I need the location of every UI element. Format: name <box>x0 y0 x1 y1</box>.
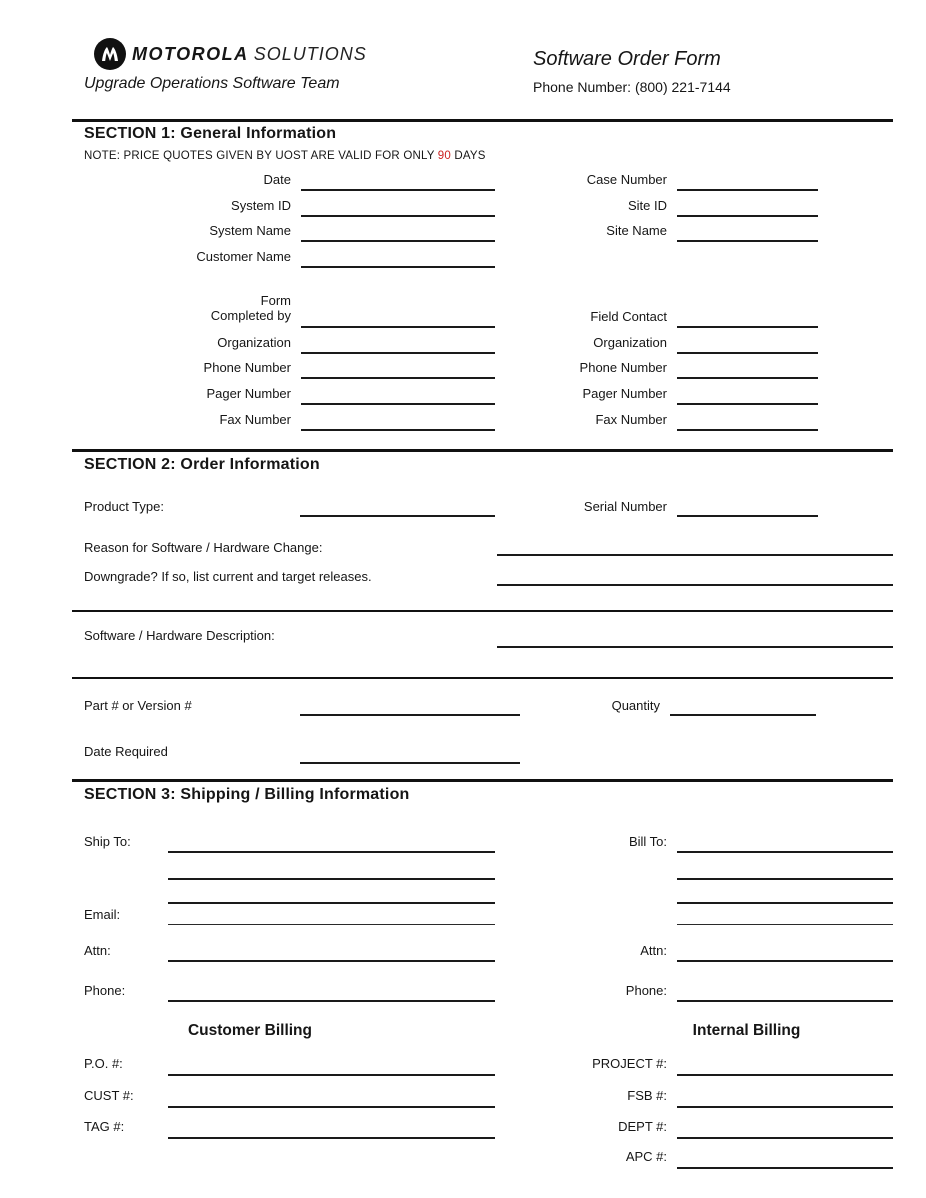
product-type-field[interactable] <box>300 515 495 517</box>
part-version-field[interactable] <box>300 714 520 716</box>
form-phone: Phone Number: (800) 221-7144 <box>533 79 731 95</box>
email-field[interactable] <box>168 924 495 925</box>
system-name-label: System Name <box>209 223 291 238</box>
ship-to-label: Ship To: <box>84 834 131 849</box>
organization-right-field[interactable] <box>677 352 818 354</box>
description-label: Software / Hardware Description: <box>84 628 275 643</box>
description-field[interactable] <box>497 646 893 648</box>
product-type-label: Product Type: <box>84 499 164 514</box>
system-id-field[interactable] <box>301 215 495 217</box>
system-name-field[interactable] <box>301 240 495 242</box>
motorola-logo-icon <box>94 38 126 70</box>
phone-number-right-field[interactable] <box>677 377 818 379</box>
ship-to-line1-field[interactable] <box>168 851 495 853</box>
note-prefix: NOTE: PRICE QUOTES GIVEN BY UOST ARE VALID FOR ONLY <box>84 150 438 162</box>
note-days-value: 90 <box>437 150 451 162</box>
downgrade-label: Downgrade? If so, list current and target releases. <box>84 569 372 584</box>
site-id-label: Site ID <box>627 198 667 213</box>
fax-number-left-label: Fax Number <box>219 412 291 427</box>
note-suffix: DAYS <box>450 150 486 162</box>
site-name-label: Site Name <box>606 223 667 238</box>
section1-note <box>84 150 486 162</box>
fsb-number-label: FSB #: <box>627 1088 667 1103</box>
bill-to-line4-field[interactable] <box>677 924 893 925</box>
date-required-field[interactable] <box>300 762 520 764</box>
section2-heading: SECTION 2: Order Information <box>84 456 320 473</box>
ship-to-line3-field[interactable] <box>168 902 495 904</box>
case-number-label: Case Number <box>586 172 667 187</box>
reason-field[interactable] <box>497 554 893 556</box>
attn-left-label: Attn: <box>84 943 111 958</box>
part-version-label: Part # or Version # <box>84 698 192 713</box>
date-field[interactable] <box>301 189 495 191</box>
date-label: Date <box>263 172 291 187</box>
description-extra-line[interactable] <box>72 677 893 679</box>
apc-number-field[interactable] <box>677 1167 893 1169</box>
brand-wordmark <box>132 44 367 65</box>
downgrade-extra-line[interactable] <box>72 610 893 612</box>
phone-left-field[interactable] <box>168 1000 495 1002</box>
bill-to-label: Bill To: <box>628 834 667 849</box>
organization-left-field[interactable] <box>301 352 495 354</box>
customer-name-field[interactable] <box>301 266 495 268</box>
email-label: Email: <box>84 907 121 922</box>
dept-number-label: DEPT #: <box>618 1119 667 1134</box>
system-id-label: System ID <box>231 198 291 213</box>
bill-to-line2-field[interactable] <box>677 878 893 880</box>
fax-number-left-field[interactable] <box>301 429 495 431</box>
site-name-field[interactable] <box>677 240 818 242</box>
divider-section2 <box>72 449 893 452</box>
po-number-label: P.O. #: <box>84 1056 123 1071</box>
divider-section1 <box>72 119 893 122</box>
ship-to-line2-field[interactable] <box>168 878 495 880</box>
fax-number-right-field[interactable] <box>677 429 818 431</box>
attn-right-field[interactable] <box>677 960 893 962</box>
tag-number-field[interactable] <box>168 1137 495 1139</box>
serial-number-field[interactable] <box>677 515 818 517</box>
dept-number-field[interactable] <box>677 1137 893 1139</box>
pager-number-left-label: Pager Number <box>206 386 291 401</box>
organization-left-label: Organization <box>217 335 291 350</box>
serial-number-label: Serial Number <box>583 499 667 514</box>
date-required-label: Date Required <box>84 744 168 759</box>
form-completed-by-field[interactable] <box>301 326 495 328</box>
tag-number-label: TAG #: <box>84 1119 125 1134</box>
bill-to-line1-field[interactable] <box>677 851 893 853</box>
customer-billing-heading: Customer Billing <box>187 1022 312 1039</box>
divider-section3 <box>72 779 893 782</box>
bill-to-line3-field[interactable] <box>677 902 893 904</box>
section1-heading: SECTION 1: General Information <box>84 125 337 142</box>
reason-label: Reason for Software / Hardware Change: <box>84 540 323 555</box>
project-number-label: PROJECT #: <box>592 1056 667 1071</box>
pager-number-left-field[interactable] <box>301 403 495 405</box>
form-completed-by-label: Form Completed by <box>210 293 291 323</box>
fsb-number-field[interactable] <box>677 1106 893 1108</box>
phone-number-left-field[interactable] <box>301 377 495 379</box>
brand-solutions: SOLUTIONS <box>253 44 367 64</box>
internal-billing-heading: Internal Billing <box>692 1022 801 1039</box>
attn-right-label: Attn: <box>640 943 667 958</box>
section3-heading: SECTION 3: Shipping / Billing Information <box>84 786 410 803</box>
fax-number-right-label: Fax Number <box>595 412 667 427</box>
downgrade-field[interactable] <box>497 584 893 586</box>
phone-left-label: Phone: <box>84 983 126 998</box>
organization-right-label: Organization <box>593 335 667 350</box>
phone-number-right-label: Phone Number <box>579 360 667 375</box>
po-number-field[interactable] <box>168 1074 495 1076</box>
quantity-label: Quantity <box>611 698 660 713</box>
customer-name-label: Customer Name <box>196 249 291 264</box>
cust-number-label: CUST #: <box>84 1088 134 1103</box>
project-number-field[interactable] <box>677 1074 893 1076</box>
phone-number-left-label: Phone Number <box>203 360 291 375</box>
case-number-field[interactable] <box>677 189 818 191</box>
pager-number-right-label: Pager Number <box>582 386 667 401</box>
cust-number-field[interactable] <box>168 1106 495 1108</box>
quantity-field[interactable] <box>670 714 816 716</box>
phone-right-field[interactable] <box>677 1000 893 1002</box>
phone-right-label: Phone: <box>625 983 667 998</box>
field-contact-label: Field Contact <box>590 309 667 324</box>
attn-left-field[interactable] <box>168 960 495 962</box>
site-id-field[interactable] <box>677 215 818 217</box>
form-title: Software Order Form <box>533 48 721 70</box>
brand-motorola: MOTOROLA <box>132 44 249 64</box>
apc-number-label: APC #: <box>625 1149 667 1164</box>
field-contact-field[interactable] <box>677 326 818 328</box>
team-subtitle: Upgrade Operations Software Team <box>84 75 340 92</box>
pager-number-right-field[interactable] <box>677 403 818 405</box>
